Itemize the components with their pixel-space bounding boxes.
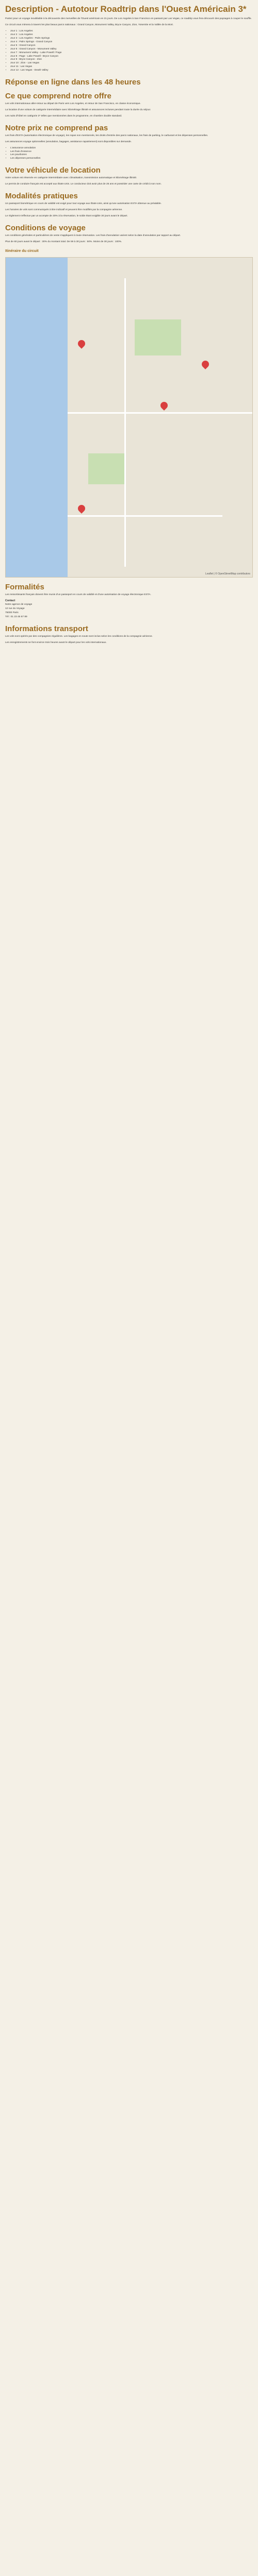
road: [68, 515, 222, 517]
section-title: Conditions de voyage: [5, 223, 86, 232]
itinerary-day: • Jour 8 : Page - Lake Powell - Bryce Canyon: [10, 55, 253, 59]
road: [124, 278, 126, 567]
park-area: [135, 319, 181, 355]
itinerary-day: • Jour 5 : Grand Canyon: [10, 44, 253, 48]
paragraph: Les conditions générales et particulières de vente s'appliquent à toute réservation. Les frais d'annulation varient selon la date d'annulation par rapport au départ.: [5, 234, 181, 237]
paragraph: Les assurances voyage optionnelles (annulation, bagages, assistance rapatriement) sont disponibles sur demande.: [5, 140, 132, 143]
map-marker-icon[interactable]: [76, 503, 87, 514]
intro-paragraph: Partez pour un voyage inoubliable à la découverte des merveilles de l'Ouest américain en 21 jours. De Los Angeles à San Francisco en passant par Las Vegas, ce roadtrip vous fera découvrir des paysages à couper le souffle.: [5, 18, 252, 21]
formalities-section: [3, 583, 255, 620]
practical-section: [3, 192, 255, 218]
itinerary-day: • Jour 9 : Bryce Canyon - Zion: [10, 58, 253, 62]
section-title: Ce que comprend notre offre: [5, 92, 111, 101]
list-item: • L'assurance annulation: [10, 147, 253, 150]
paragraph: Un passeport biométrique en cours de validité est exigé pour tout voyage aux États-Unis, ainsi qu'une autorisation ESTA obtenue au préalable.: [5, 202, 162, 206]
road: [68, 412, 253, 414]
itinerary-day: • Jour 7 : Monument Valley - Lake Powell / Page: [10, 52, 253, 55]
ocean-area: [6, 258, 68, 577]
paragraph: Les nuits d'hôtel en catégorie 3* telles que mentionnées dans le programme, en chambre double standard.: [5, 114, 122, 117]
transport-section: [3, 624, 255, 645]
section-title: Votre véhicule de location: [5, 166, 101, 175]
paragraph: La location d'une voiture de catégorie intermédiaire avec kilométrage illimité et assurances incluses pendant toute la durée du séjour.: [5, 108, 151, 111]
paragraph: Les frais d'ESTA (autorisation électronique de voyage), les repas non mentionnés, les droits d'entrée des parcs nationaux, les frais de parking, le carburant et les dépenses personnelles.: [5, 134, 208, 137]
address-line: 75000 Paris: [5, 612, 19, 615]
itinerary-day: • Jour 11 : Las Vegas: [10, 65, 253, 69]
paragraph: Les vols sont opérés par des compagnies régulières. Les bagages en soute sont inclus selon les conditions de la compagnie aérienne.: [5, 635, 153, 638]
itinerary-day: • Jour 1 : Los Angeles: [10, 30, 253, 33]
exclusions-section: [3, 124, 255, 161]
map-caption: Itinéraire du circuit: [5, 248, 39, 253]
list-item: • Les dépenses personnelles: [10, 157, 253, 161]
itinerary-map[interactable]: [5, 257, 253, 578]
park-area: [88, 453, 124, 484]
contact-title: Contact: [5, 599, 15, 603]
map-marker-icon[interactable]: [76, 338, 87, 349]
exclusions-list: [10, 147, 253, 161]
page: [0, 0, 258, 645]
itinerary-day: • Jour 3 : Los Angeles - Palm Springs: [10, 37, 253, 41]
section-title: Notre prix ne comprend pas: [5, 123, 108, 132]
intro-paragraph: Ce circuit vous mènera à travers les plus beaux parcs nationaux : Grand Canyon, Monument Valley, Bryce Canyon, Zion, Yosemite et la Vallée de la Mort.: [5, 24, 174, 27]
vehicle-section: [3, 166, 255, 187]
address-line: 12 rue du Voyage: [5, 607, 25, 611]
itinerary-day: • Jour 2 : Los Angeles: [10, 33, 253, 37]
paragraph: Les enregistrements se font environ trois heures avant le départ pour les vols internationaux.: [5, 641, 107, 645]
map-marker-icon[interactable]: [159, 400, 169, 411]
itinerary-day: • Jour 12 : Las Vegas - Death Valley: [10, 69, 253, 73]
paragraph: Les ressortissants français doivent être munis d'un passeport en cours de validité et d'une autorisation de voyage électronique ESTA.: [5, 593, 151, 596]
paragraph: Les vols internationaux aller-retour au départ de Paris vers Los Angeles, et retour de San Francisco, en classe économique.: [5, 103, 141, 106]
itinerary-days: [10, 30, 253, 73]
list-item: • Les frais d'essence: [10, 150, 253, 154]
itinerary-day: • Jour 6 : Grand Canyon - Monument Valley: [10, 48, 253, 52]
itinerary-day: • Jour 4 : Palm Springs - Grand Canyon: [10, 41, 253, 44]
section-title: Modalités pratiques: [5, 192, 78, 201]
intro-section: [3, 18, 255, 73]
list-item: • Les pourboires: [10, 154, 253, 157]
map-attribution[interactable]: Leaflet | © OpenStreetMap contributors: [205, 572, 250, 575]
paragraph: Votre voiture est réservée en catégorie intermédiaire avec climatisation, transmission automatique et kilométrage illimité.: [5, 177, 137, 180]
address-line: Tél : 01 23 45 67 89: [5, 616, 27, 619]
section-title: Formalités: [5, 582, 44, 591]
response-heading: Réponse en ligne dans les 48 heures: [5, 78, 141, 87]
paragraph: Plus de 60 jours avant le départ : 30% du montant total. De 59 à 30 jours : 50%. Moins de 30 jours : 100%.: [5, 240, 122, 243]
page-header: [3, 0, 255, 18]
address-line: Notre agence de voyage: [5, 603, 33, 606]
paragraph: Le règlement s'effectue par un acompte de 30% à la réservation, le solde étant exigible 30 jours avant le départ.: [5, 214, 128, 217]
map-marker-icon[interactable]: [200, 359, 211, 369]
page-title: Description - Autotour Roadtrip dans l'Ouest Américain 3*: [5, 4, 247, 14]
offer-section: [3, 92, 255, 118]
paragraph: Le permis de conduire français est accepté aux États-Unis. Le conducteur doit avoir plus de 25 ans et posséder une carte de crédit à son nom.: [5, 183, 162, 186]
conditions-section: [3, 224, 255, 244]
section-title: Informations transport: [5, 624, 88, 634]
paragraph: Les horaires de vols sont communiqués à titre indicatif et peuvent être modifiés par la compagnie aérienne.: [5, 208, 123, 211]
itinerary-day: • Jour 10 : Zion - Las Vegas: [10, 62, 253, 65]
